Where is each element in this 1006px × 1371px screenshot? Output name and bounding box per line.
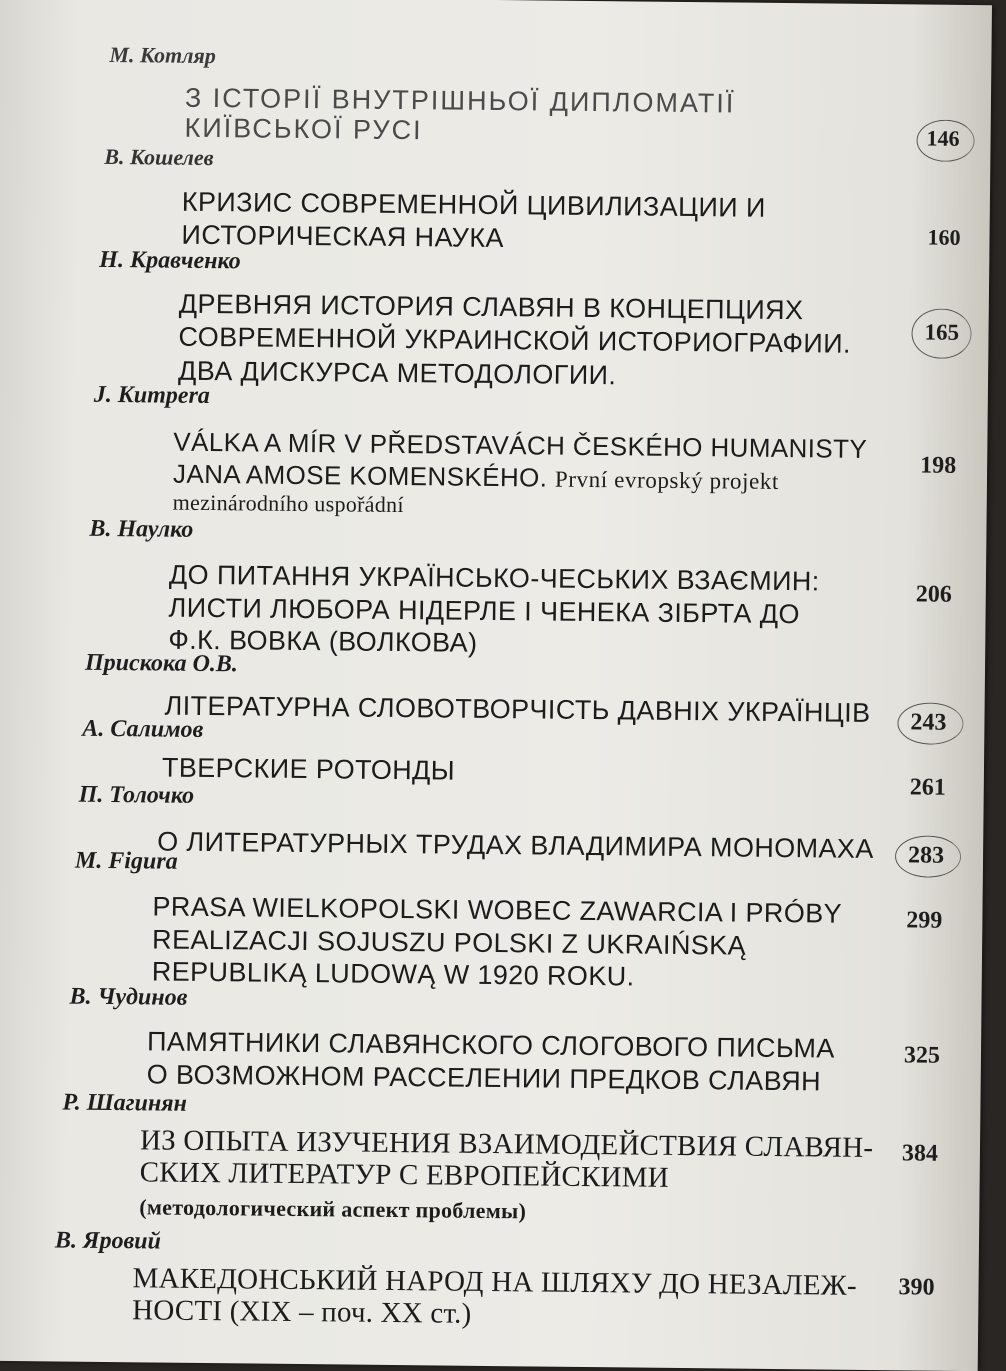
entry-title-line: (методологический аспект проблемы) [139, 1194, 527, 1224]
entry-title-line: mezinárodního uspořádní [172, 489, 404, 518]
entry-title-line: ЛІТЕРАТУРНА СЛОВОТВОРЧІСТЬ ДАВНІХ УКРАЇНЦІВ [164, 690, 871, 728]
entry-title-line: ДРЕВНЯЯ ИСТОРИЯ СЛАВЯН В КОНЦЕПЦИЯХ [178, 288, 804, 326]
entry-author: Н. Кравченко [99, 246, 241, 275]
entry-title-line: СОВРЕМЕННОЙ УКРАИНСКОЙ ИСТОРИОГРАФИИ. [178, 321, 852, 359]
entry-title-line: ДВА ДИСКУРСА МЕТОДОЛОГИИ. [177, 355, 617, 391]
entry-page-number: 283 [907, 842, 945, 869]
entry-title-text: JANA AMOSE KOMENSKÉHO. [172, 458, 548, 493]
entry-author: П. Толочко [78, 781, 195, 809]
entry-title-tail: První evropský projekt [554, 466, 780, 494]
entry-title-line: НОСТІ (XIX – поч. XX ст.) [132, 1294, 472, 1330]
entry-page-number: 384 [901, 1140, 939, 1167]
entry-author: А. Салимов [82, 715, 204, 743]
entry-author: В. Наулко [89, 515, 194, 543]
entry-title-line: КИЇВСЬКОЇ РУСІ [184, 112, 423, 146]
entry-title-line: СКИХ ЛИТЕРАТУР С ЕВРОПЕЙСКИМИ [139, 1156, 669, 1194]
entry-title-line: PRASA WIELKOPOLSKI WOBEC ZAWARCIA I PRÓBY [152, 891, 843, 929]
entry-page-number: 390 [898, 1274, 935, 1301]
entry-author: J. Kumpera [93, 381, 210, 410]
entry-author: В. Чудинов [69, 983, 188, 1011]
entry-title-line: VÁLKA A MÍR V PŘEDSTAVÁCH ČESKÉHO HUMANISTY [173, 426, 868, 464]
entry-page-number: 198 [920, 452, 957, 479]
entry-title-line: О ЛИТЕРАТУРНЫХ ТРУДАХ ВЛАДИМИРА МОНОМАХА [157, 826, 874, 865]
entry-title-line: ИЗ ОПЫТА ИЗУЧЕНИЯ ВЗАИМОДЕЙСТВИЯ СЛАВЯН- [139, 1124, 874, 1165]
entry-author: М. Котляр [109, 41, 216, 69]
entry-page-number: 206 [915, 581, 952, 608]
entry-title-line: З ІСТОРІЇ ВНУТРІШНЬОЇ ДИПЛОМАТІЇ [184, 82, 736, 119]
toc-entry [0, 0, 992, 151]
entry-page-number: 325 [903, 1042, 941, 1069]
entry-title-line: ЛИСТИ ЛЮБОРА НІДЕРЛЕ І ЧЕНЕКА ЗІБРТА ДО [168, 592, 801, 630]
entry-author: В. Кошелев [104, 143, 214, 171]
entry-title-line: REPUBLIKĄ LUDOWĄ W 1920 ROKU. [151, 956, 635, 992]
entry-title-line: О ВОЗМОЖНОМ РАССЕЛЕНИИ ПРЕДКОВ СЛАВЯН [146, 1059, 822, 1097]
entry-title-line: МАКЕДОНСЬКИЙ НАРОД НА ШЛЯХУ ДО НЕЗАЛЕЖ- [132, 1262, 857, 1302]
entry-title-line: ПАМЯТНИКИ СЛАВЯНСКОГО СЛОГОВОГО ПИСЬМА [146, 1026, 835, 1064]
entry-page-number: 261 [909, 774, 946, 801]
entry-page-number: 160 [927, 224, 961, 250]
entry-title-line: ДО ПИТАННЯ УКРАЇНСЬКО-ЧЕСЬКИХ ВЗАЄМИН: [168, 559, 820, 597]
entry-page-number: 146 [926, 125, 960, 151]
entry-title-line: ТВЕРСКИЕ РОТОНДЫ [161, 752, 456, 786]
entry-author: В. Яровий [54, 1227, 162, 1255]
entry-page-number: 299 [906, 907, 943, 934]
entry-title-line: REALIZACJI SOJUSZU POLSKI Z UKRAIŃSKĄ [151, 924, 747, 961]
entry-page-number: 165 [924, 319, 960, 345]
entry-author: Прискока О.В. [84, 649, 238, 678]
entry-author: M. Figura [74, 847, 178, 875]
entry-title-line: ИСТОРИЧЕСКАЯ НАУКА [181, 219, 505, 254]
entry-title-line: КРИЗИС СОВРЕМЕННОЙ ЦИВИЛИЗАЦИИ И [181, 186, 766, 223]
entry-author: Р. Шагинян [62, 1089, 188, 1117]
entry-title-line: Ф.К. ВОВКА (ВОЛКОВА) [168, 624, 478, 658]
entry-page-number: 243 [910, 709, 947, 736]
